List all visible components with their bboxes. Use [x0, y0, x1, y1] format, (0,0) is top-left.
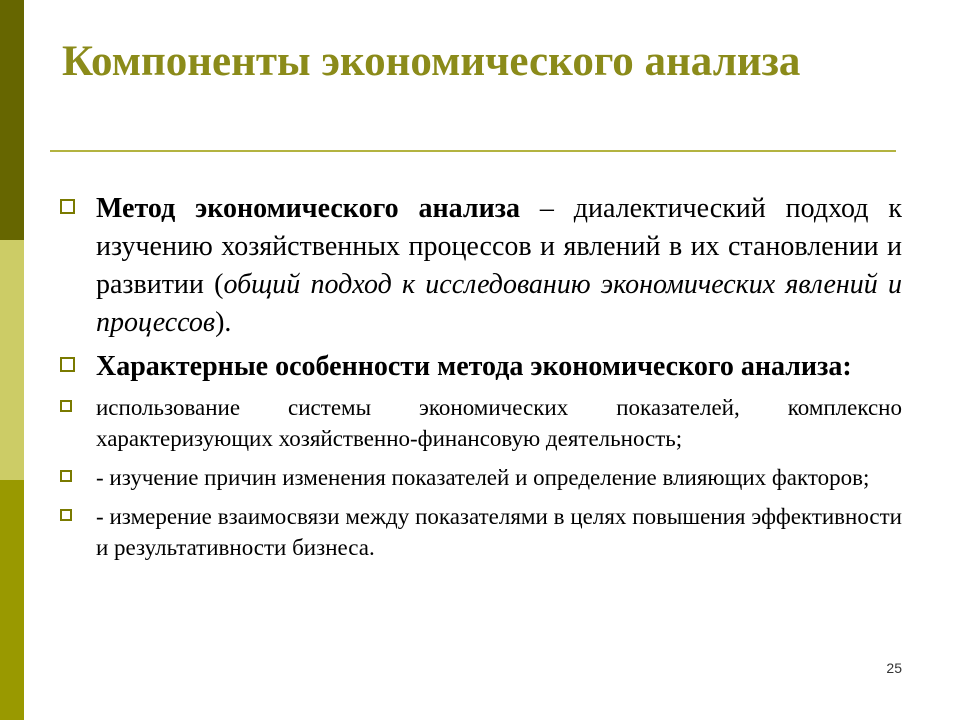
bullet-item-features	[60, 348, 902, 386]
side-bar-segment-light	[0, 240, 24, 480]
title-divider	[50, 150, 896, 152]
bullet-item-method	[60, 190, 902, 342]
side-bar-segment-mid	[0, 480, 24, 720]
sub-bullet-text: - измерение взаимосвязи между показателями в целях повышения эффективности и результативности бизнеса.	[96, 504, 902, 560]
page-number: 25	[886, 660, 902, 676]
slide-content	[60, 190, 902, 571]
sub-bullet-text: - изучение причин изменения показателей и определение влияющих факторов;	[96, 465, 870, 490]
sub-bullet-item	[60, 392, 902, 454]
sub-bullet-item	[60, 462, 902, 493]
square-bullet-icon	[60, 400, 72, 412]
slide-title: Компоненты экономического анализа	[62, 38, 801, 85]
square-bullet-icon	[60, 357, 75, 372]
side-accent-bar	[0, 0, 24, 720]
sub-bullet-text: использование системы экономических показателей, комплексно характеризующих хозяйственно-финансовую деятельность;	[96, 395, 902, 451]
square-bullet-icon	[60, 509, 72, 521]
method-definition-italic: общий подход к исследованию экономических явлений и процессов	[96, 269, 902, 338]
method-definition-tail: ).	[215, 307, 232, 338]
square-bullet-icon	[60, 470, 72, 482]
features-heading: Характерные особенности метода экономического анализа:	[96, 351, 852, 382]
method-term: Метод экономического анализа	[96, 193, 520, 224]
sub-bullet-item	[60, 501, 902, 563]
square-bullet-icon	[60, 199, 75, 214]
side-bar-segment-dark	[0, 0, 24, 240]
method-definition: – диалектический подход к изучению хозяйственных процессов и явлений в их становлении и развитии (	[96, 193, 902, 300]
